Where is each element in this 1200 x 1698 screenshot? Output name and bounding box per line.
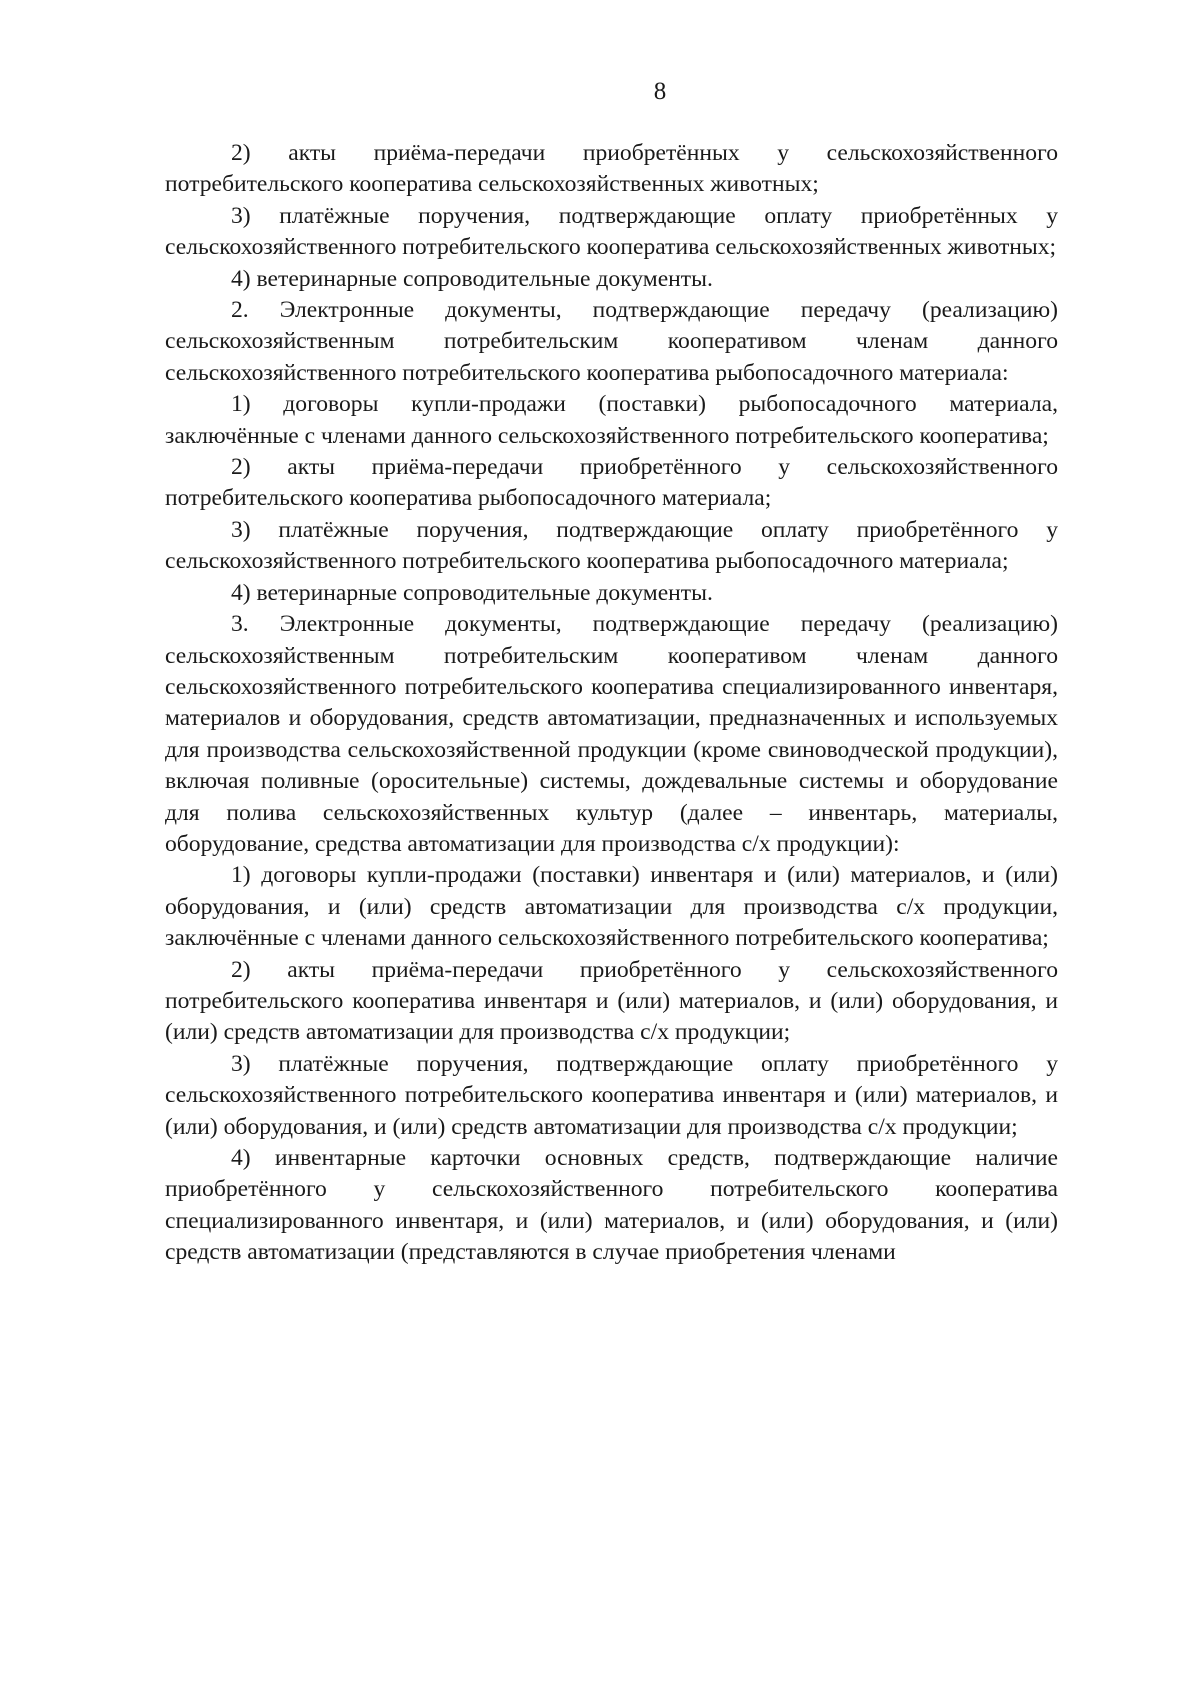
paragraph-fish-payments: 3) платёжные поручения, подтверждающие оплату приобретённого у сельскохозяйственного потребительского кооператива рыбопосадочного материала; [165, 516, 1058, 575]
paragraph-fish-acts: 2) акты приёма-передачи приобретённого у сельскохозяйственного потребительского кооператива рыбопосадочного материала; [165, 454, 1058, 512]
paragraph-inventory-cards: 4) инвентарные карточки основных средств, подтверждающие наличие приобретённого у сельскохозяйственного потребительского кооператива специализированного инвентаря, и (или) материалов, и (или) оборудования, и (или) средств автоматизации (представляются в случае приобретения членами [165, 1145, 1058, 1266]
paragraph-fish-contracts: 1) договоры купли-продажи (поставки) рыбопосадочного материала, заключённые с членами данного сельскохозяйственного потребительского кооператива; [165, 391, 1058, 449]
paragraph-animals-vet-docs: 4) ветеринарные сопроводительные документы. [231, 265, 713, 292]
paragraph-section-3-heading: 3. Электронные документы, подтверждающие передачу (реализацию) сельскохозяйственным потребительским кооперативом членам данного сельскохозяйственного потребительского кооператива специализированного инвентаря, материалов и оборудования, средств автоматизации, предназначенных и используемых для производства сельскохозяйственной продукции (кроме свиноводческой продукции), включая поливные (оросительные) системы, дождевальные системы и оборудование для полива сельскохозяйственных культур (далее – инвентарь, материалы, оборудование, средства автоматизации для производства с/х продукции): [165, 611, 1058, 857]
paragraph-animals-payments: 3) платёжные поручения, подтверждающие оплату приобретённых у сельскохозяйственного потребительского кооператива сельскохозяйственных животных; [165, 202, 1058, 261]
paragraph-animals-acts: 2) акты приёма-передачи приобретённых у сельскохозяйственного потребительского кооператива сельскохозяйственных животных; [165, 140, 1058, 198]
page-number: 8 [653, 78, 667, 105]
paragraph-fish-vet-docs: 4) ветеринарные сопроводительные документы. [231, 579, 713, 606]
paragraph-section-2-heading: 2. Электронные документы, подтверждающие передачу (реализацию) сельскохозяйственным потребительским кооперативом членам данного сельскохозяйственного потребительского кооператива рыбопосадочного материала: [165, 297, 1058, 386]
paragraph-inventory-acts: 2) акты приёма-передачи приобретённого у сельскохозяйственного потребительского кооператива инвентаря и (или) материалов, и (или) оборудования, и (или) средств автоматизации для производства с/х продукции; [165, 956, 1058, 1046]
paragraph-inventory-contracts: 1) договоры купли-продажи (поставки) инвентаря и (или) материалов, и (или) оборудования, и (или) средств автоматизации для производства с/х продукции, заключённые с членами данного сельскохозяйственного потребительского кооператива; [165, 862, 1058, 952]
document-body [165, 138, 1058, 1269]
paragraph-inventory-payments: 3) платёжные поручения, подтверждающие оплату приобретённого у сельскохозяйственного потребительского кооператива инвентаря и (или) материалов, и (или) оборудования, и (или) средств автоматизации для производства с/х продукции; [165, 1050, 1058, 1140]
